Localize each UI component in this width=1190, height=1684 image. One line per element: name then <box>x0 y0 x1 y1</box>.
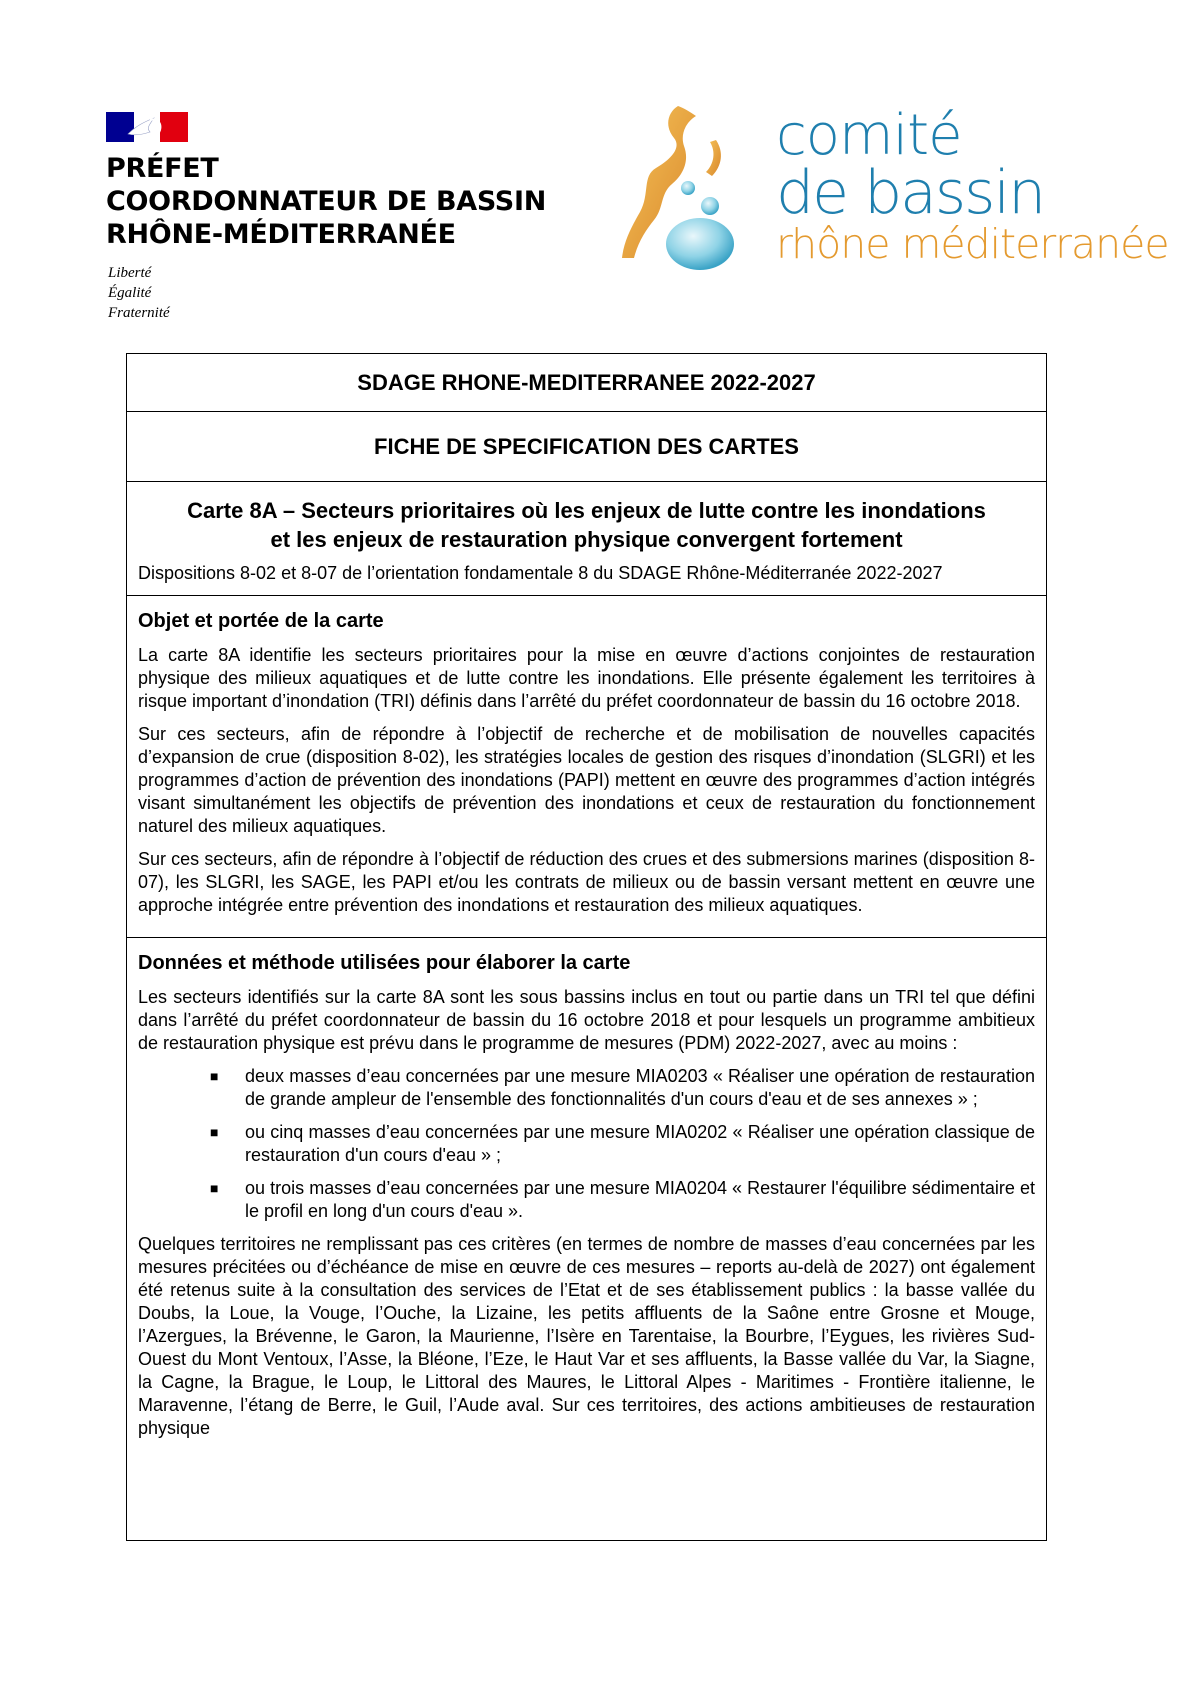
bullet-icon: ■ <box>210 1180 219 1196</box>
carte-title-line: et les enjeux de restauration physique convergent fortement <box>270 527 903 552</box>
comite-bassin-logo-icon <box>620 102 740 272</box>
paragraph: Quelques territoires ne remplissant pas ces critères (en termes de nombre de masses d’eau concernées par les mesures précitées ou d’échéance de mise en œuvre de ces mesures – reports au-delà de 2027) ont également été retenus suite à la consultation des services de l’Etat et de ses établissement publics : la basse vallée du Doubs, la Loue, la Vouge, l’Ouche, la Lizaine, les petits affluents de la Saône entre Grosne et Mouge, l’Azergues, la Brévenne, le Garon, la Maurienne, l’Isère en Tarentaise, la Bourbre, l’Eygues, les rivières Sud-Ouest du Mont Ventoux, l’Asse, la Bléone, l’Eze, le Haut Var et ses affluents, la Basse vallée du Var, la Siagne, la Cagne, la Brague, le Loup, le Littoral des Maures, le Littoral Alpes - Maritimes - Frontière italienne, le Maravenne, l’étang de Berre, le Guil, l’Aude aval. Sur ces territoires, des actions ambitieuses de restauration physique <box>138 1234 1035 1438</box>
motto-line: Égalité <box>108 285 152 301</box>
list-item <box>210 1177 1035 1223</box>
carte-title <box>138 496 1035 554</box>
republic-motto <box>108 263 170 323</box>
spec-sheet-table <box>126 353 1047 1541</box>
criteria-list <box>138 1065 1035 1223</box>
wordmark-line: de bassin <box>776 158 1045 228</box>
wordmark-line: comité <box>776 103 962 168</box>
bullet-icon: ■ <box>210 1124 219 1140</box>
carte-header <box>127 482 1046 596</box>
section-heading: Données et méthode utilisées pour élaborer la carte <box>138 952 631 974</box>
list-item <box>210 1121 1035 1167</box>
list-item-text: ou cinq masses d’eau concernées par une mesure MIA0202 « Réaliser une opération classique de restauration d'un cours d'eau » ; <box>245 1122 1035 1165</box>
carte-subtitle: Dispositions 8-02 et 8-07 de l’orientation fondamentale 8 du SDAGE Rhône-Méditerranée 2022-2027 <box>138 563 943 583</box>
comite-bassin-wordmark <box>776 103 1169 268</box>
prefet-line: RHÔNE-MÉDITERRANÉE <box>106 219 456 250</box>
marianne-flag-logo <box>106 112 188 142</box>
wordmark-line: rhône méditerranée <box>776 220 1169 268</box>
bullet-icon: ■ <box>210 1068 219 1084</box>
carte-title-line: Carte 8A – Secteurs prioritaires où les enjeux de lutte contre les inondations <box>187 498 986 523</box>
prefet-title <box>106 152 546 251</box>
paragraph: Sur ces secteurs, afin de répondre à l’objectif de réduction des crues et des submersions marines (disposition 8-07), les SLGRI, les SAGE, les PAPI et/ou les contrats de milieux ou de bassin versant mettent en œuvre une approche intégrée entre prévention des inondations et restauration des milieux aquatiques. <box>138 849 1035 915</box>
section-objet <box>127 596 1046 938</box>
paragraph: Les secteurs identifiés sur la carte 8A sont les sous bassins inclus en tout ou partie dans un TRI tel que défini dans l’arrêté du préfet coordonnateur de bassin du 16 octobre 2018 et pour lesquels un programme ambitieux de restauration physique est prévu dans le programme de mesures (PDM) 2022-2027, avec au moins : <box>138 987 1035 1053</box>
paragraph: Sur ces secteurs, afin de répondre à l’objectif de recherche et de mobilisation de nouvelles capacités d’expansion de crue (disposition 8-02), les stratégies locales de gestion des risques d’inondation (SLGRI) et les programmes d’action de prévention des inondations (PAPI) mettent en œuvre des programmes d’action intégrés visant simultanément les objectifs de prévention des inondations et ceux de restauration du fonctionnement naturel des milieux aquatiques. <box>138 724 1035 836</box>
list-item-text: deux masses d’eau concernées par une mesure MIA0203 « Réaliser une opération de restauration de grande ampleur de l'ensemble des fonctionnalités d'un cours d'eau et de ses annexes » ; <box>245 1066 1035 1109</box>
list-item-text: ou trois masses d’eau concernées par une mesure MIA0204 « Restaurer l'équilibre sédimentaire et le profil en long d'un cours d'eau ». <box>245 1178 1035 1221</box>
motto-line: Liberté <box>108 265 152 281</box>
section-donnees <box>127 938 1046 1520</box>
page-header <box>0 0 1190 340</box>
sdage-title: SDAGE RHONE-MEDITERRANEE 2022-2027 <box>127 354 1046 412</box>
motto-line: Fraternité <box>108 305 170 321</box>
prefet-line: COORDONNATEUR DE BASSIN <box>106 186 546 217</box>
list-item <box>210 1065 1035 1111</box>
prefet-line: PRÉFET <box>106 153 219 184</box>
section-heading: Objet et portée de la carte <box>138 610 384 632</box>
paragraph: La carte 8A identifie les secteurs prioritaires pour la mise en œuvre d’actions conjointes de restauration physique des milieux aquatiques et de lutte contre les inondations. Elle présente également les territoires à risque important d’inondation (TRI) définis dans l’arrêté du préfet coordonnateur de bassin du 16 octobre 2018. <box>138 645 1035 711</box>
fiche-title: FICHE DE SPECIFICATION DES CARTES <box>127 412 1046 482</box>
